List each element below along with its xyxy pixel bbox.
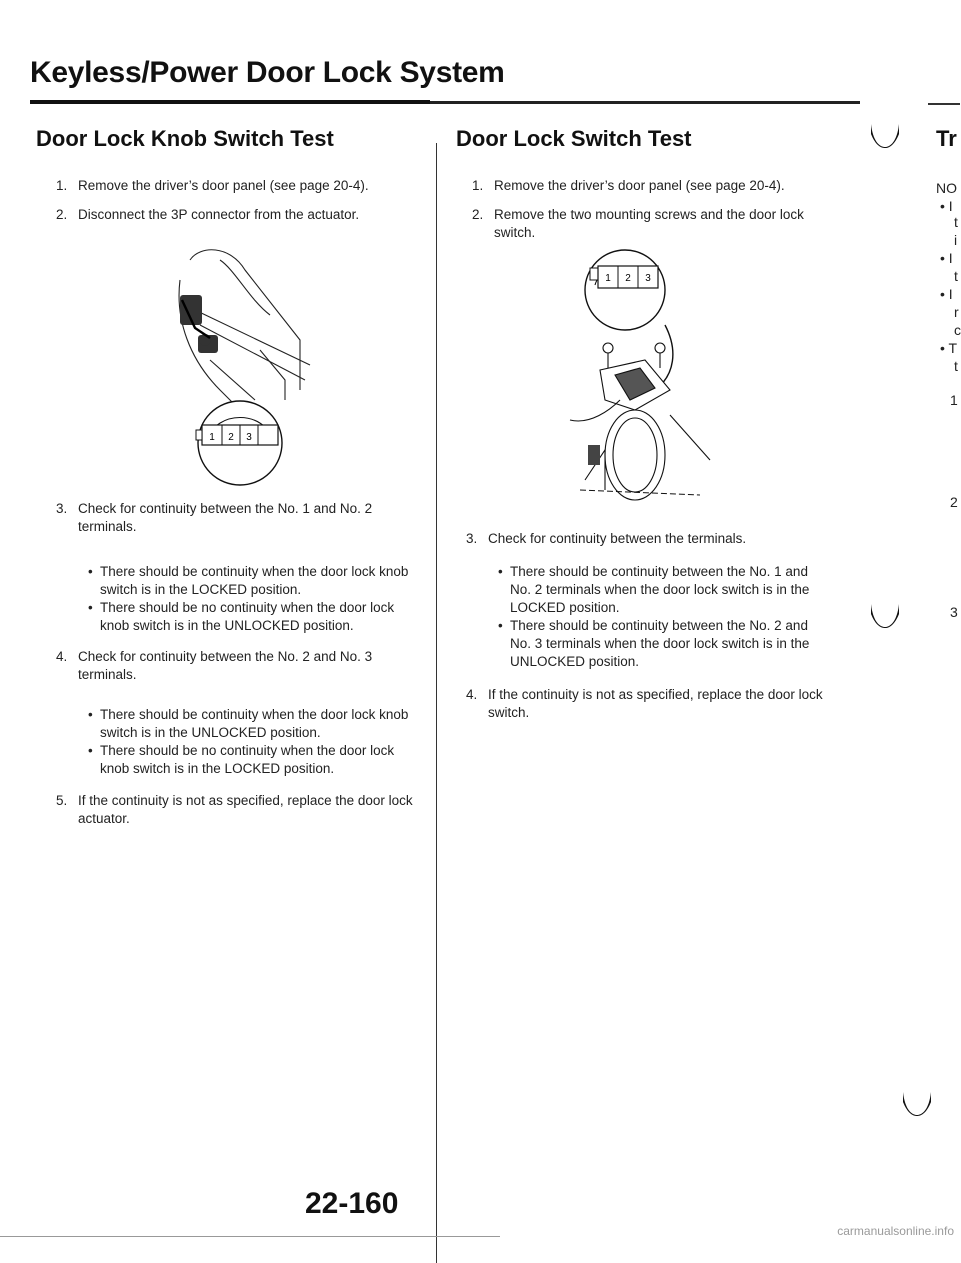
step-item — [56, 500, 426, 536]
cutoff-fragment: r — [954, 304, 959, 320]
step-item — [56, 206, 426, 224]
step-text: Remove the driver’s door panel (see page 20-4). — [494, 178, 785, 193]
bullet-text: There should be no continuity when the door lock knob switch is in the LOCKED position. — [100, 743, 395, 776]
step-text: Check for continuity between the terminals. — [488, 531, 747, 546]
watermark-text: carmanualsonline.info — [837, 1224, 954, 1238]
bullet-item: • There should be continuity when the door lock knob switch is in the LOCKED position. — [88, 563, 414, 599]
cutoff-fragment: t — [954, 358, 958, 374]
cutoff-fragment: • T — [940, 340, 958, 356]
section-title-cutoff: Tr — [936, 126, 957, 151]
door-lock-switch-illustration — [560, 250, 720, 500]
connector-pin-label: 3 — [246, 432, 252, 443]
bullet-text: There should be continuity when the door lock knob switch is in the UNLOCKED position. — [100, 707, 409, 740]
page-number: 22-160 — [305, 1187, 399, 1220]
connector-pin-label: 3 — [645, 273, 651, 284]
step-number: 5. — [56, 793, 68, 808]
cutoff-fragment: • I — [940, 198, 953, 214]
step-text: Remove the two mounting screws and the door lock switch. — [494, 207, 804, 240]
cutoff-fragment: • I — [940, 250, 953, 266]
section-marker-icon — [868, 600, 902, 632]
cutoff-fragment: t — [954, 214, 958, 230]
connector-pin-label: 2 — [625, 273, 631, 284]
cutoff-fragment: t — [954, 268, 958, 284]
note-label-cutoff: NO — [936, 180, 957, 196]
step-number: 1. — [472, 178, 484, 193]
section-title-door-lock-switch: Door Lock Switch Test — [456, 126, 692, 151]
step-item — [56, 792, 426, 828]
section-marker-icon — [900, 1088, 934, 1120]
connector-pin-label: 1 — [605, 273, 611, 284]
bottom-rule — [0, 1236, 500, 1237]
section-marker-icon — [868, 120, 902, 152]
step-number: 4. — [466, 687, 478, 702]
bullet-item: • There should be continuity between the No. 2 and No. 3 terminals when the door lock switch is in the UNLOCKED position. — [498, 617, 828, 671]
bullet-text: There should be continuity between the No. 2 and No. 3 terminals when the door lock switch is in the UNLOCKED position. — [510, 618, 810, 669]
step-item — [472, 206, 812, 242]
bullet-item: • There should be no continuity when the door lock knob switch is in the UNLOCKED position. — [88, 599, 414, 635]
bullet-item: • There should be continuity when the door lock knob switch is in the UNLOCKED position. — [88, 706, 414, 742]
cutoff-fragment: i — [954, 232, 958, 248]
step-text: If the continuity is not as specified, replace the door lock actuator. — [78, 793, 413, 826]
step-text: Disconnect the 3P connector from the actuator. — [78, 207, 360, 222]
bullet-text: There should be no continuity when the door lock knob switch is in the UNLOCKED position. — [100, 600, 395, 633]
connector-pin-label: 1 — [209, 432, 215, 443]
cutoff-fragment: c — [954, 322, 961, 338]
title-rule-accent — [30, 100, 430, 104]
cutoff-fragment: 3 — [950, 604, 958, 620]
step-text: Remove the driver’s door panel (see page 20-4). — [78, 178, 369, 193]
step-item — [56, 648, 426, 684]
section-title-knob-switch: Door Lock Knob Switch Test — [36, 126, 334, 151]
cutoff-fragment: 2 — [950, 494, 958, 510]
bullet-item: • There should be continuity between the No. 1 and No. 2 terminals when the door lock switch is in the LOCKED position. — [498, 563, 828, 617]
step-number: 2. — [472, 207, 484, 222]
cutoff-fragment: 1 — [950, 392, 958, 408]
step-number: 2. — [56, 207, 68, 222]
cutoff-fragment: • I — [940, 286, 953, 302]
step-number: 3. — [56, 501, 68, 516]
connector-pin-label: 2 — [228, 432, 234, 443]
actuator-illustration — [160, 240, 320, 490]
step-number: 3. — [466, 531, 478, 546]
step-item — [466, 530, 836, 548]
right-rule — [928, 103, 960, 105]
bullet-item: • There should be no continuity when the door lock knob switch is in the LOCKED position. — [88, 742, 414, 778]
bullet-text: There should be continuity when the door lock knob switch is in the LOCKED position. — [100, 564, 409, 597]
step-text: Check for continuity between the No. 2 and No. 3 terminals. — [78, 649, 373, 682]
step-text: Check for continuity between the No. 1 and No. 2 terminals. — [78, 501, 373, 534]
step-text: If the continuity is not as specified, replace the door lock switch. — [488, 687, 823, 720]
step-item — [472, 177, 832, 195]
step-item — [56, 177, 426, 195]
step-number: 4. — [56, 649, 68, 664]
column-divider — [436, 143, 437, 1263]
step-number: 1. — [56, 178, 68, 193]
bullet-text: There should be continuity between the No. 1 and No. 2 terminals when the door lock switch is in the LOCKED position. — [510, 564, 810, 615]
page-title: Keyless/Power Door Lock System — [30, 56, 505, 89]
step-item — [466, 686, 836, 722]
